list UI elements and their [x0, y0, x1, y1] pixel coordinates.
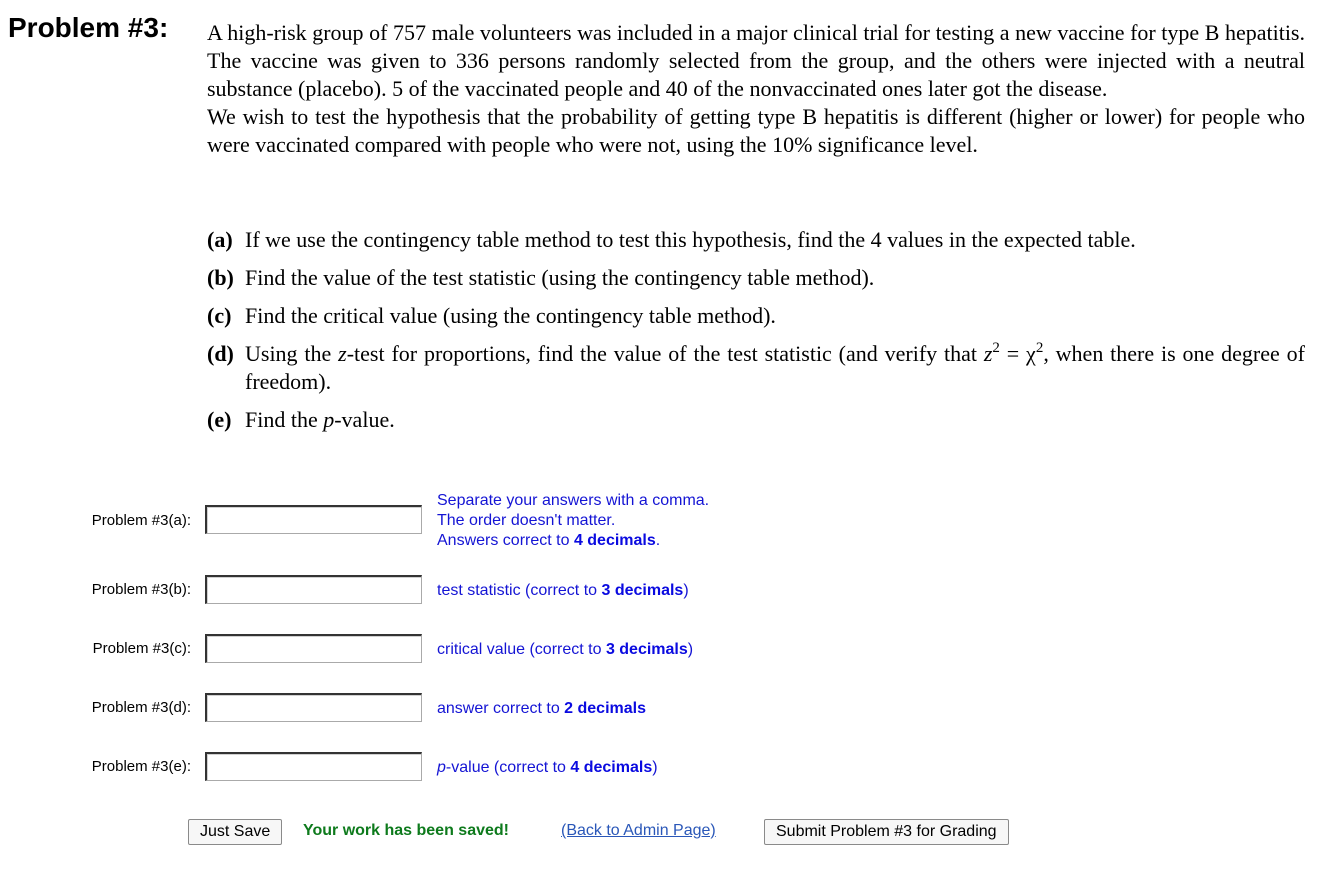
- answer-a-hint-line-3: [437, 531, 709, 551]
- answer-c-hint: [437, 640, 693, 660]
- answer-e-hint: [437, 758, 658, 778]
- part-d-exponent-2: 2: [1035, 339, 1044, 356]
- statement-paragraph-1: A high-risk group of 757 male volunteers was included in a major clinical trial for testing a new vaccine for type B hepatitis. The vaccine was given to 336 persons randomly selected from the group, and the others were injected with a neutral substance (placebo). 5 of the vaccinated people and 40 of the nonvaccinated ones later got the disease.: [207, 20, 1305, 101]
- part-b-text: Find the value of the test statistic (using the contingency table method).: [245, 265, 875, 290]
- part-d-chi: χ: [1026, 341, 1036, 366]
- answer-e-hint-decimals: 4 decimals: [570, 759, 653, 776]
- answer-b-hint: [437, 581, 689, 601]
- answer-a-hint-decimals: 4 decimals: [573, 532, 656, 549]
- answer-e-input[interactable]: [205, 752, 422, 781]
- problem-statement: [207, 19, 1305, 159]
- part-b-label: (b): [207, 265, 234, 290]
- answer-e-hint-prefix: -value (correct to: [445, 759, 571, 776]
- part-e-text-after: -value.: [334, 407, 395, 432]
- back-to-admin-link[interactable]: (Back to Admin Page): [561, 822, 716, 839]
- answer-e-hint-suffix: ): [652, 759, 658, 776]
- answer-e-hint-p: p: [437, 759, 446, 776]
- part-b: [207, 264, 1305, 292]
- part-d-equals: =: [999, 341, 1027, 366]
- part-c: [207, 302, 1305, 330]
- part-a: [207, 226, 1305, 254]
- answer-e-label: Problem #3(e):: [91, 758, 191, 775]
- answer-a-hint-suffix: .: [655, 532, 661, 549]
- answer-a-input[interactable]: [205, 505, 422, 534]
- answer-c-label: Problem #3(c):: [92, 640, 191, 657]
- answer-c-hint-decimals: 3 decimals: [605, 641, 688, 658]
- answer-d-hint-prefix: answer correct to: [437, 700, 565, 717]
- answer-b-input[interactable]: [205, 575, 422, 604]
- statement-paragraph-2: We wish to test the hypothesis that the probability of getting type B hepatitis is different (higher or lower) for people who were vaccinated compared with people who were not, using the 10% significance level.: [207, 104, 1305, 157]
- answer-b-label: Problem #3(b):: [91, 581, 191, 598]
- part-d-text-after: , when there is one degree of freedom).: [245, 341, 1305, 394]
- submit-for-grading-button[interactable]: Submit Problem #3 for Grading: [764, 819, 1009, 845]
- answer-b-hint-suffix: ): [683, 582, 689, 599]
- part-d-z-variable: z: [338, 341, 347, 366]
- problem-parts: [207, 226, 1305, 434]
- part-c-text: Find the critical value (using the contingency table method).: [245, 303, 776, 328]
- just-save-button[interactable]: Just Save: [188, 819, 282, 845]
- answer-a-hint-line-2: The order doesn't matter.: [437, 512, 616, 529]
- part-d-text-mid: -test for proportions, find the value of the test statistic (and verify that: [346, 341, 984, 366]
- part-d-text-before: Using the: [245, 341, 339, 366]
- answer-d-label: Problem #3(d):: [91, 699, 191, 716]
- answer-a-hint: [437, 491, 709, 551]
- part-e-text-before: Find the: [245, 407, 324, 432]
- answer-b-hint-prefix: test statistic (correct to: [437, 582, 602, 599]
- answer-a-hint-prefix: Answers correct to: [437, 532, 574, 549]
- part-e-label: (e): [207, 407, 232, 432]
- part-d: [207, 340, 1305, 396]
- part-e: [207, 406, 1305, 434]
- answer-c-hint-prefix: critical value (correct to: [437, 641, 606, 658]
- part-c-label: (c): [207, 303, 232, 328]
- answer-d-hint-decimals: 2 decimals: [564, 700, 646, 717]
- part-d-label: (d): [207, 341, 234, 366]
- part-d-z-squared: z: [983, 341, 993, 366]
- answer-c-input[interactable]: [205, 634, 422, 663]
- part-e-p-variable: p: [323, 407, 335, 432]
- answer-d-hint: [437, 699, 646, 719]
- answer-c-hint-suffix: ): [687, 641, 694, 658]
- part-e-text: [245, 406, 1305, 434]
- part-a-text: If we use the contingency table method to test this hypothesis, find the 4 values in the expected table.: [245, 227, 1136, 252]
- part-d-text: [245, 340, 1305, 396]
- part-d-exponent-1: 2: [992, 339, 1000, 356]
- answer-a-hint-line-1: Separate your answers with a comma.: [437, 492, 710, 509]
- answer-d-input[interactable]: [205, 693, 422, 722]
- answer-a-label: Problem #3(a):: [91, 512, 191, 529]
- problem-title: Problem #3:: [8, 12, 169, 43]
- part-a-label: (a): [207, 227, 233, 252]
- saved-message: Your work has been saved!: [303, 822, 509, 839]
- answer-b-hint-decimals: 3 decimals: [601, 582, 684, 599]
